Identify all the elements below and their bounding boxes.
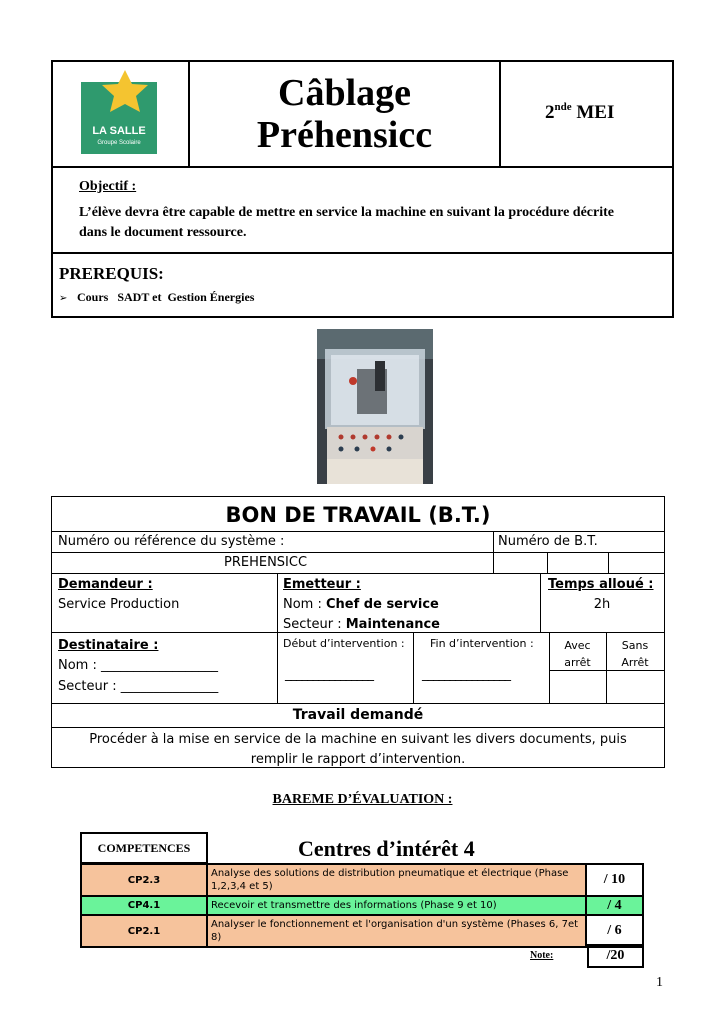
recipient-name-field[interactable]: Nom : __________________	[58, 658, 218, 673]
objective-text: L’élève devra être capable de mettre en service la machine en suivant la procédure décrite dans le document ressource.	[79, 205, 614, 240]
table-row	[81, 896, 643, 915]
prerequisites-section	[53, 254, 672, 316]
note-total[interactable]: /20	[587, 944, 644, 968]
grading-title: BAREME D’ÉVALUATION :	[272, 792, 453, 807]
header-box	[51, 60, 674, 318]
competence-points: / 10	[586, 864, 643, 896]
work-requested-text: Procéder à la mise en service de la machine en suivant les divers documents, puis remplir le rapport d’intervention.	[89, 732, 627, 767]
issuer-sector-label: Secteur :	[283, 617, 346, 632]
issuer-sector-value: Maintenance	[345, 617, 440, 632]
end-field[interactable]: ________________	[422, 667, 510, 682]
prerequisite-text: Cours SADT et Gestion Énergies	[77, 290, 255, 304]
objective-label: Objectif :	[79, 179, 137, 194]
logo-cell	[53, 62, 190, 166]
note-label: Note:	[530, 950, 554, 961]
system-reference-label: Numéro ou référence du système :	[58, 534, 285, 549]
requester-label: Demandeur :	[58, 577, 153, 592]
class-number: 2	[545, 102, 555, 123]
without-stop-option[interactable]	[606, 637, 664, 671]
logo-line1: LA SALLE	[92, 125, 146, 137]
competence-code: CP2.3	[81, 864, 207, 896]
competence-description: Analyse des solutions de distribution pneumatique et électrique (Phase 1,2,3,4 et 5)	[207, 864, 586, 896]
work-requested-label: Travail demandé	[292, 707, 424, 723]
without-stop-line2: Arrêt	[621, 656, 649, 669]
issuer-sector-row	[283, 617, 440, 632]
issuer-name-row	[283, 597, 439, 612]
competence-description: Analyser le fonctionnement et l'organisation d'un système (Phases 6, 7et 8)	[207, 915, 586, 947]
with-stop-line2: arrêt	[564, 656, 591, 669]
competence-code: CP2.1	[81, 915, 207, 947]
work-order-table	[51, 496, 665, 768]
with-stop-line1: Avec	[564, 639, 591, 652]
issuer-name-value: Chef de service	[326, 597, 439, 612]
arrow-bullet-icon: ➢	[59, 293, 68, 304]
prerequisites-title: PREREQUIS:	[59, 264, 164, 283]
centres-interest-title: Centres d’intérêt 4	[298, 836, 475, 861]
table-row	[81, 915, 643, 947]
page-number: 1	[656, 975, 663, 990]
competences-label: COMPETENCES	[80, 832, 208, 864]
competence-points: / 4	[586, 896, 643, 915]
table-row	[81, 864, 643, 896]
objective-section	[53, 168, 672, 254]
end-label: Fin d’intervention :	[430, 637, 534, 650]
work-order-number-label: Numéro de B.T.	[498, 534, 598, 549]
start-field[interactable]: ________________	[285, 667, 373, 682]
header-top-row	[53, 62, 672, 168]
logo-line2: Groupe Scolaire	[97, 140, 141, 146]
class-superscript: nde	[554, 101, 572, 113]
allotted-time-value: 2h	[593, 597, 611, 612]
prerequisite-item	[59, 290, 672, 305]
document-title	[190, 62, 501, 166]
title-line-2: Préhensicc	[256, 114, 433, 156]
start-label: Début d’intervention :	[283, 637, 405, 650]
class-name: MEI	[576, 102, 615, 123]
machine-photo	[317, 329, 433, 484]
recipient-sector-field[interactable]: Secteur : _______________	[58, 679, 219, 694]
competence-code: CP4.1	[81, 896, 207, 915]
without-stop-line1: Sans	[621, 639, 649, 652]
title-line-1: Câblage	[278, 72, 411, 114]
issuer-name-label: Nom :	[283, 597, 326, 612]
class-level	[501, 62, 672, 166]
competence-description: Recevoir et transmettre des informations (Phase 9 et 10)	[207, 896, 586, 915]
requester-value: Service Production	[58, 597, 180, 612]
recipient-label: Destinataire :	[58, 638, 159, 653]
allotted-time-label: Temps alloué :	[548, 577, 654, 592]
work-order-title: BON DE TRAVAIL (B.T.)	[225, 503, 491, 527]
issuer-label: Emetteur :	[283, 577, 361, 592]
with-stop-option[interactable]	[549, 637, 606, 671]
system-reference-value: PREHENSICC	[224, 555, 308, 570]
competence-points: / 6	[586, 915, 643, 947]
competence-table	[80, 863, 644, 948]
la-salle-logo	[81, 70, 161, 156]
